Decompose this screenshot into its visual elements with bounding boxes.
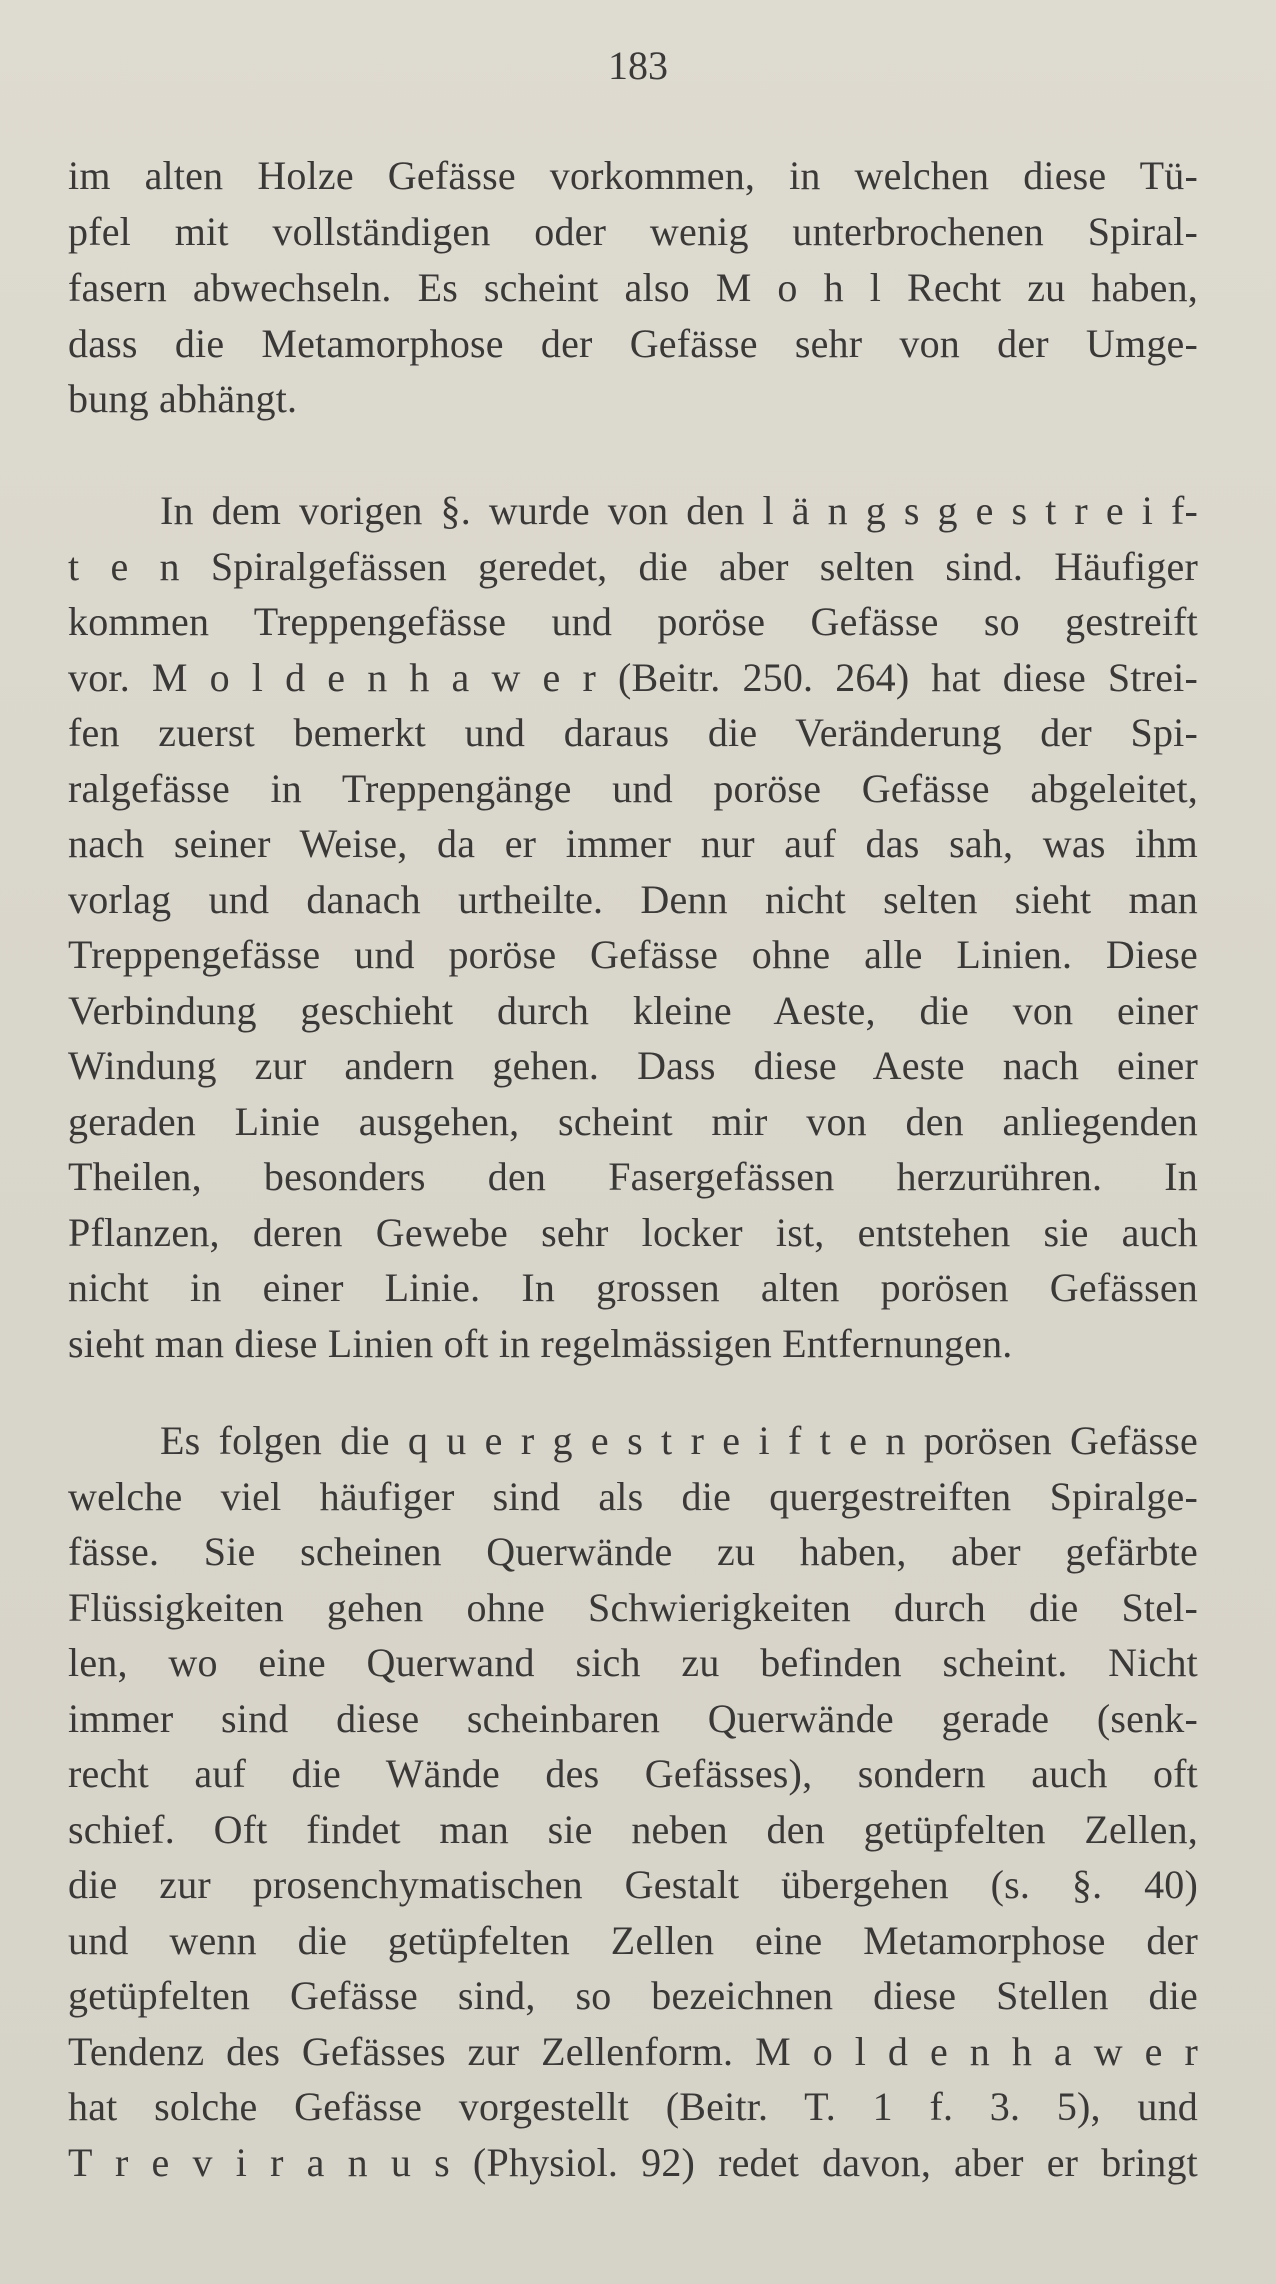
text-line: Windung zur andern gehen. Dass diese Aeste nach einer <box>68 1043 1198 1088</box>
text-line: t e n Spiralgefässen geredet, die aber selten sind. Häufiger <box>68 544 1198 589</box>
text-line: und wenn die getüpfelten Zellen eine Metamorphose der <box>68 1918 1198 1963</box>
text-line: vor. M o l d e n h a w e r (Beitr. 250. 264) hat diese Strei- <box>68 655 1198 700</box>
text-line: welche viel häufiger sind als die quergestreiften Spiralge- <box>68 1474 1198 1519</box>
text-line: T r e v i r a n u s (Physiol. 92) redet davon, aber er bringt <box>68 2140 1198 2185</box>
text-line: fasern abwechseln. Es scheint also M o h l Recht zu haben, <box>68 265 1198 310</box>
text-line: sieht man diese Linien oft in regelmässigen Entfernungen. <box>68 1321 1013 1366</box>
text-line: die zur prosenchymatischen Gestalt übergehen (s. §. 40) <box>68 1862 1198 1907</box>
text-line: fen zuerst bemerkt und daraus die Veränderung der Spi- <box>68 710 1198 755</box>
text-line: schief. Oft findet man sie neben den getüpfelten Zellen, <box>68 1807 1198 1852</box>
text-line: Theilen, besonders den Fasergefässen herzurühren. In <box>68 1154 1198 1199</box>
text-line: kommen Treppengefässe und poröse Gefässe so gestreift <box>68 599 1198 644</box>
text-line: ralgefässe in Treppengänge und poröse Gefässe abgeleitet, <box>68 766 1198 811</box>
text-line: Pflanzen, deren Gewebe sehr locker ist, entstehen sie auch <box>68 1210 1198 1255</box>
text-line: nicht in einer Linie. In grossen alten porösen Gefässen <box>68 1265 1198 1310</box>
text-line: getüpfelten Gefässe sind, so bezeichnen diese Stellen die <box>68 1973 1198 2018</box>
text-line: Verbindung geschieht durch kleine Aeste, die von einer <box>68 988 1198 1033</box>
text-line: fässe. Sie scheinen Querwände zu haben, aber gefärbte <box>68 1529 1198 1574</box>
text-line: bung abhängt. <box>68 376 298 421</box>
text-line: Treppengefässe und poröse Gefässe ohne alle Linien. Diese <box>68 932 1198 977</box>
text-line: dass die Metamorphose der Gefässe sehr von der Umge- <box>68 321 1198 366</box>
text-line: geraden Linie ausgehen, scheint mir von den anliegenden <box>68 1099 1198 1144</box>
text-line: nach seiner Weise, da er immer nur auf das sah, was ihm <box>68 821 1198 866</box>
text-line: pfel mit vollständigen oder wenig unterbrochenen Spiral- <box>68 209 1198 254</box>
text-line: Tendenz des Gefässes zur Zellenform. M o l d e n h a w e r <box>68 2029 1198 2074</box>
text-line: immer sind diese scheinbaren Querwände gerade (senk- <box>68 1696 1198 1741</box>
text-line: hat solche Gefässe vorgestellt (Beitr. T. 1 f. 3. 5), und <box>68 2084 1198 2129</box>
page-number: 183 <box>608 43 668 88</box>
text-line: Flüssigkeiten gehen ohne Schwierigkeiten durch die Stel- <box>68 1585 1198 1630</box>
text-line: im alten Holze Gefässe vorkommen, in welchen diese Tü- <box>68 153 1198 198</box>
text-line: vorlag und danach urtheilte. Denn nicht selten sieht man <box>68 877 1198 922</box>
text-line: In dem vorigen §. wurde von den l ä n g s g e s t r e i f- <box>160 488 1198 533</box>
text-line: recht auf die Wände des Gefässes), sondern auch oft <box>68 1751 1198 1796</box>
text-line: Es folgen die q u e r g e s t r e i f t e n porösen Gefässe <box>160 1418 1198 1463</box>
text-line: len, wo eine Querwand sich zu befinden scheint. Nicht <box>68 1640 1198 1685</box>
